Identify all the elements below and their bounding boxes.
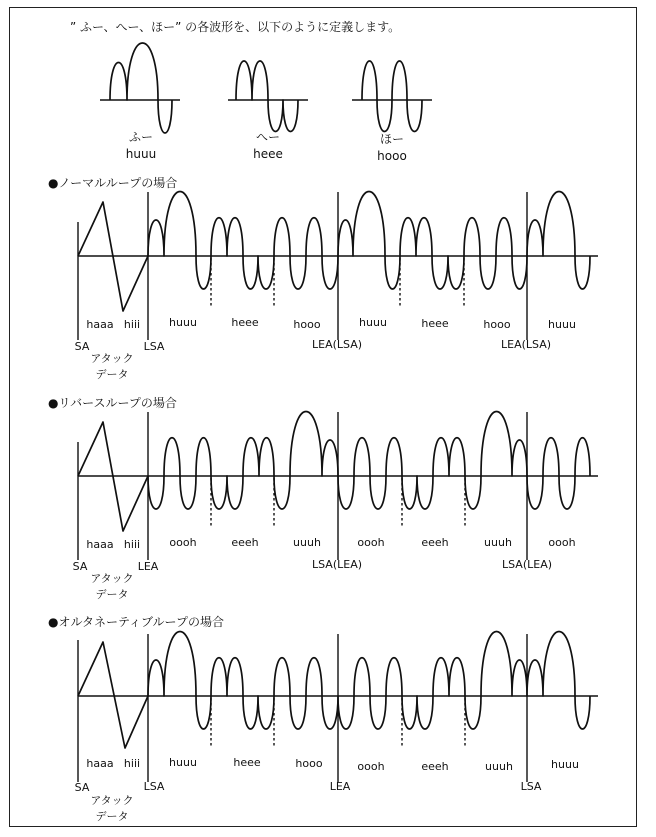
wave-label: huuu (169, 316, 197, 329)
attack-label: アタック (90, 794, 134, 807)
marker-label: LSA(LEA) (311, 558, 363, 571)
attack-label: アタック (90, 352, 134, 365)
marker-label: LEA(LSA) (500, 338, 552, 351)
def-wave-hooo (362, 61, 422, 132)
loop-waveform (148, 192, 590, 290)
wave-label: oooh (548, 536, 576, 549)
data-label: データ (95, 810, 129, 823)
wave-label: hooo (483, 318, 511, 331)
def-wave-heee (236, 61, 298, 132)
def-kana-huuu: ふー (128, 130, 154, 144)
wave-label: haaa (86, 318, 114, 331)
section-normal-loop (48, 175, 598, 381)
section-alternative-loop (48, 614, 598, 823)
wave-label: hiii (123, 318, 141, 331)
wave-label: haaa (86, 757, 114, 770)
wave-label: hooo (293, 318, 321, 331)
wave-label: heee (231, 316, 259, 329)
wave-label: uuuh (293, 536, 321, 549)
wave-label: heee (421, 317, 449, 330)
data-label: データ (95, 368, 129, 381)
section-reverse-loop (48, 395, 598, 601)
section-title: ●オルタネーティブループの場合 (48, 615, 224, 629)
wave-label: huuu (169, 756, 197, 769)
marker-label: LEA (137, 560, 159, 573)
wave-label: hooo (295, 757, 323, 770)
wave-label: oooh (169, 536, 197, 549)
def-wave-huuu (110, 43, 172, 133)
marker-label: SA (74, 781, 90, 794)
wave-label: oooh (357, 760, 385, 773)
attack-waveform (78, 642, 148, 748)
wave-label: huuu (359, 316, 387, 329)
data-label: データ (95, 588, 129, 601)
wave-label: uuuh (485, 760, 513, 773)
wave-label: eeeh (421, 760, 449, 773)
attack-label: アタック (90, 572, 134, 585)
loop-waveform (148, 412, 590, 510)
marker-label: LEA (329, 780, 351, 793)
wave-label: hiii (123, 538, 141, 551)
wave-label: haaa (86, 538, 114, 551)
wave-label: huuu (548, 318, 576, 331)
marker-label: LSA (520, 780, 542, 793)
loop-waveform (148, 632, 590, 730)
marker-label: SA (74, 340, 90, 353)
def-roman-huuu: huuu (125, 147, 157, 161)
wave-label: eeeh (421, 536, 449, 549)
def-roman-heee: heee (253, 147, 283, 161)
def-kana-hooo: ほー (379, 132, 405, 146)
marker-label: LSA(LEA) (501, 558, 553, 571)
wave-label: hiii (123, 757, 141, 770)
section-title: ●ノーマルループの場合 (48, 176, 178, 190)
marker-label: SA (72, 560, 88, 573)
marker-label: LSA (143, 340, 165, 353)
section-title: ●リバースループの場合 (48, 396, 177, 410)
wave-label: eeeh (231, 536, 259, 549)
marker-label: LEA(LSA) (311, 338, 363, 351)
definition-waveforms (100, 43, 432, 133)
wave-label: oooh (357, 536, 385, 549)
intro-text: ” ふー、へー、ほー” の各波形を、以下のように定義します。 (70, 20, 401, 34)
wave-label: heee (233, 756, 261, 769)
wave-label: uuuh (484, 536, 512, 549)
def-roman-hooo: hooo (377, 149, 407, 163)
marker-label: LSA (143, 780, 165, 793)
wave-label: huuu (551, 758, 579, 771)
def-kana-heee: へー (255, 130, 281, 144)
